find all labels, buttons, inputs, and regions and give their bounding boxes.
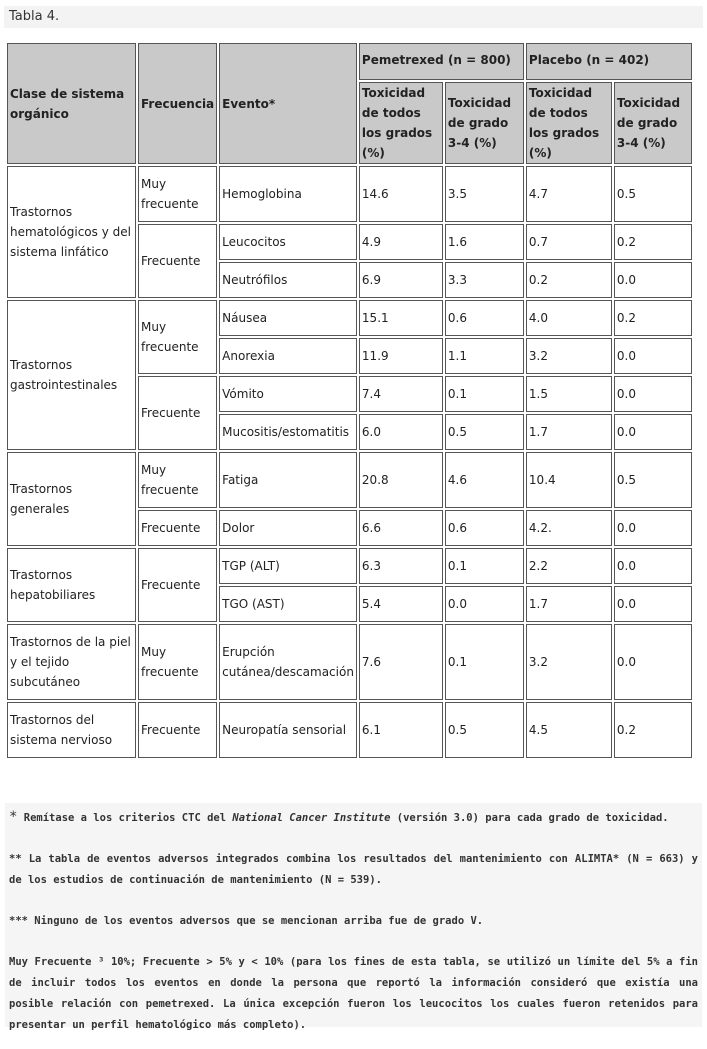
- cell-pla-all: 2.2: [526, 548, 612, 584]
- cell-pem-all: 4.9: [359, 224, 443, 260]
- cell-pem-34: 0.5: [445, 414, 524, 450]
- cell-clase: Trastornos hematológicos y del sistema linfático: [7, 166, 136, 298]
- cell-evento: TGO (AST): [219, 586, 357, 622]
- cell-pem-all: 5.4: [359, 586, 443, 622]
- cell-pem-34: 0.1: [445, 624, 524, 700]
- cell-pem-34: 3.5: [445, 166, 524, 222]
- cell-pla-34: 0.0: [614, 548, 692, 584]
- header-pemetrexed-tox-all: Toxicidad de todos los grados (%): [359, 82, 443, 164]
- cell-frecuencia: Frecuente: [138, 376, 217, 450]
- cell-pla-34: 0.0: [614, 338, 692, 374]
- cell-evento: Anorexia: [219, 338, 357, 374]
- cell-frecuencia: Muy frecuente: [138, 624, 217, 700]
- cell-frecuencia: Muy frecuente: [138, 166, 217, 222]
- cell-clase: Trastornos gastrointestinales: [7, 300, 136, 450]
- cell-evento: Neutrófilos: [219, 262, 357, 298]
- cell-pla-all: 1.7: [526, 586, 612, 622]
- cell-clase: Trastornos hepatobiliares: [7, 548, 136, 622]
- header-evento: Evento*: [219, 43, 357, 164]
- cell-evento: Leucocitos: [219, 224, 357, 260]
- table-title: Tabla 4.: [4, 6, 703, 28]
- cell-pla-all: 0.7: [526, 224, 612, 260]
- cell-pem-34: 0.0: [445, 586, 524, 622]
- cell-frecuencia: Frecuente: [138, 510, 217, 546]
- footnote-1: [9, 807, 698, 829]
- table-row: [7, 452, 692, 508]
- table-row: [7, 702, 692, 758]
- cell-pla-all: 4.7: [526, 166, 612, 222]
- cell-pem-all: 14.6: [359, 166, 443, 222]
- cell-evento: TGP (ALT): [219, 548, 357, 584]
- cell-pla-34: 0.0: [614, 624, 692, 700]
- cell-pem-all: 6.0: [359, 414, 443, 450]
- footnote-1-text-b: (versión 3.0) para cada grado de toxicidad.: [396, 812, 669, 824]
- cell-pla-all: 4.0: [526, 300, 612, 336]
- cell-frecuencia: Frecuente: [138, 224, 217, 298]
- cell-pla-all: 4.2.: [526, 510, 612, 546]
- header-frecuencia: Frecuencia: [138, 43, 217, 164]
- footnote-2: ** La tabla de eventos adversos integrados combina los resultados del mantenimiento con ALIMTA* (N = 663) y de los estudios de continuación de mantenimiento (N = 539).: [9, 853, 698, 886]
- cell-pem-all: 7.6: [359, 624, 443, 700]
- footnote-3: *** Ninguno de los eventos adversos que se mencionan arriba fue de grado V.: [9, 915, 484, 927]
- cell-frecuencia: Muy frecuente: [138, 300, 217, 374]
- header-placebo-tox-34: Toxicidad de grado 3-4 (%): [614, 82, 692, 164]
- cell-frecuencia: Frecuente: [138, 548, 217, 622]
- cell-pla-34: 0.2: [614, 300, 692, 336]
- cell-clase: Trastornos generales: [7, 452, 136, 546]
- cell-pem-34: 0.6: [445, 300, 524, 336]
- header-placebo-tox-all: Toxicidad de todos los grados (%): [526, 82, 612, 164]
- cell-pla-all: 1.5: [526, 376, 612, 412]
- cell-pem-34: 0.6: [445, 510, 524, 546]
- cell-evento: Dolor: [219, 510, 357, 546]
- cell-pla-all: 0.2: [526, 262, 612, 298]
- cell-evento: Fatiga: [219, 452, 357, 508]
- cell-pem-34: 1.6: [445, 224, 524, 260]
- cell-pla-all: 4.5: [526, 702, 612, 758]
- cell-pla-34: 0.0: [614, 262, 692, 298]
- cell-pem-34: 3.3: [445, 262, 524, 298]
- cell-pla-34: 0.5: [614, 166, 692, 222]
- cell-evento: Mucositis/estomatitis: [219, 414, 357, 450]
- footnote-1-star: *: [9, 809, 18, 825]
- cell-frecuencia: Muy frecuente: [138, 452, 217, 508]
- cell-pla-all: 10.4: [526, 452, 612, 508]
- cell-frecuencia: Frecuente: [138, 702, 217, 758]
- cell-pla-34: 0.0: [614, 414, 692, 450]
- cell-evento: Neuropatía sensorial: [219, 702, 357, 758]
- adverse-events-table: [5, 41, 694, 760]
- cell-pla-34: 0.5: [614, 452, 692, 508]
- cell-pem-all: 6.3: [359, 548, 443, 584]
- cell-pla-all: 1.7: [526, 414, 612, 450]
- header-clase: Clase de sistema orgánico: [7, 43, 136, 164]
- cell-clase: Trastornos de la piel y el tejido subcutáneo: [7, 624, 136, 700]
- cell-pla-34: 0.0: [614, 586, 692, 622]
- cell-pem-34: 0.1: [445, 548, 524, 584]
- cell-pem-34: 0.5: [445, 702, 524, 758]
- cell-pla-34: 0.0: [614, 510, 692, 546]
- footnote-1-institute: National Cancer Institute: [232, 812, 391, 824]
- table-row: [7, 548, 692, 584]
- cell-pla-all: 3.2: [526, 338, 612, 374]
- footnotes: [5, 803, 702, 1031]
- cell-pem-all: 20.8: [359, 452, 443, 508]
- cell-pem-34: 1.1: [445, 338, 524, 374]
- table-row: [7, 624, 692, 700]
- cell-evento: Hemoglobina: [219, 166, 357, 222]
- cell-pem-all: 6.1: [359, 702, 443, 758]
- cell-pem-all: 11.9: [359, 338, 443, 374]
- cell-clase: Trastornos del sistema nervioso: [7, 702, 136, 758]
- cell-pem-all: 6.9: [359, 262, 443, 298]
- header-pemetrexed-tox-34: Toxicidad de grado 3-4 (%): [445, 82, 524, 164]
- cell-pla-34: 0.2: [614, 702, 692, 758]
- table-row: [7, 166, 692, 222]
- header-placebo: Placebo (n = 402): [526, 43, 692, 80]
- cell-pem-34: 4.6: [445, 452, 524, 508]
- footnote-1-text-a: Remítase a los criterios CTC del: [23, 812, 227, 824]
- cell-pla-34: 0.0: [614, 376, 692, 412]
- header-pemetrexed: Pemetrexed (n = 800): [359, 43, 524, 80]
- cell-evento: Vómito: [219, 376, 357, 412]
- cell-pem-all: 7.4: [359, 376, 443, 412]
- table-row: [7, 300, 692, 336]
- cell-evento: Náusea: [219, 300, 357, 336]
- cell-pem-34: 0.1: [445, 376, 524, 412]
- cell-pem-all: 15.1: [359, 300, 443, 336]
- footnote-4: Muy Frecuente ³ 10%; Frecuente > 5% y < 10% (para los fines de esta tabla, se utilizó un límite del 5% a fin de incluir todos los eventos en donde la persona que reportó la información consideró que existía una posible relación con pemetrexed. La única excepción fueron los leucocitos los cuales fueron retenidos para presentar un perfil hematológico más completo).: [9, 956, 698, 1031]
- cell-evento: Erupción cutánea/descamación: [219, 624, 357, 700]
- cell-pla-34: 0.2: [614, 224, 692, 260]
- cell-pla-all: 3.2: [526, 624, 612, 700]
- cell-pem-all: 6.6: [359, 510, 443, 546]
